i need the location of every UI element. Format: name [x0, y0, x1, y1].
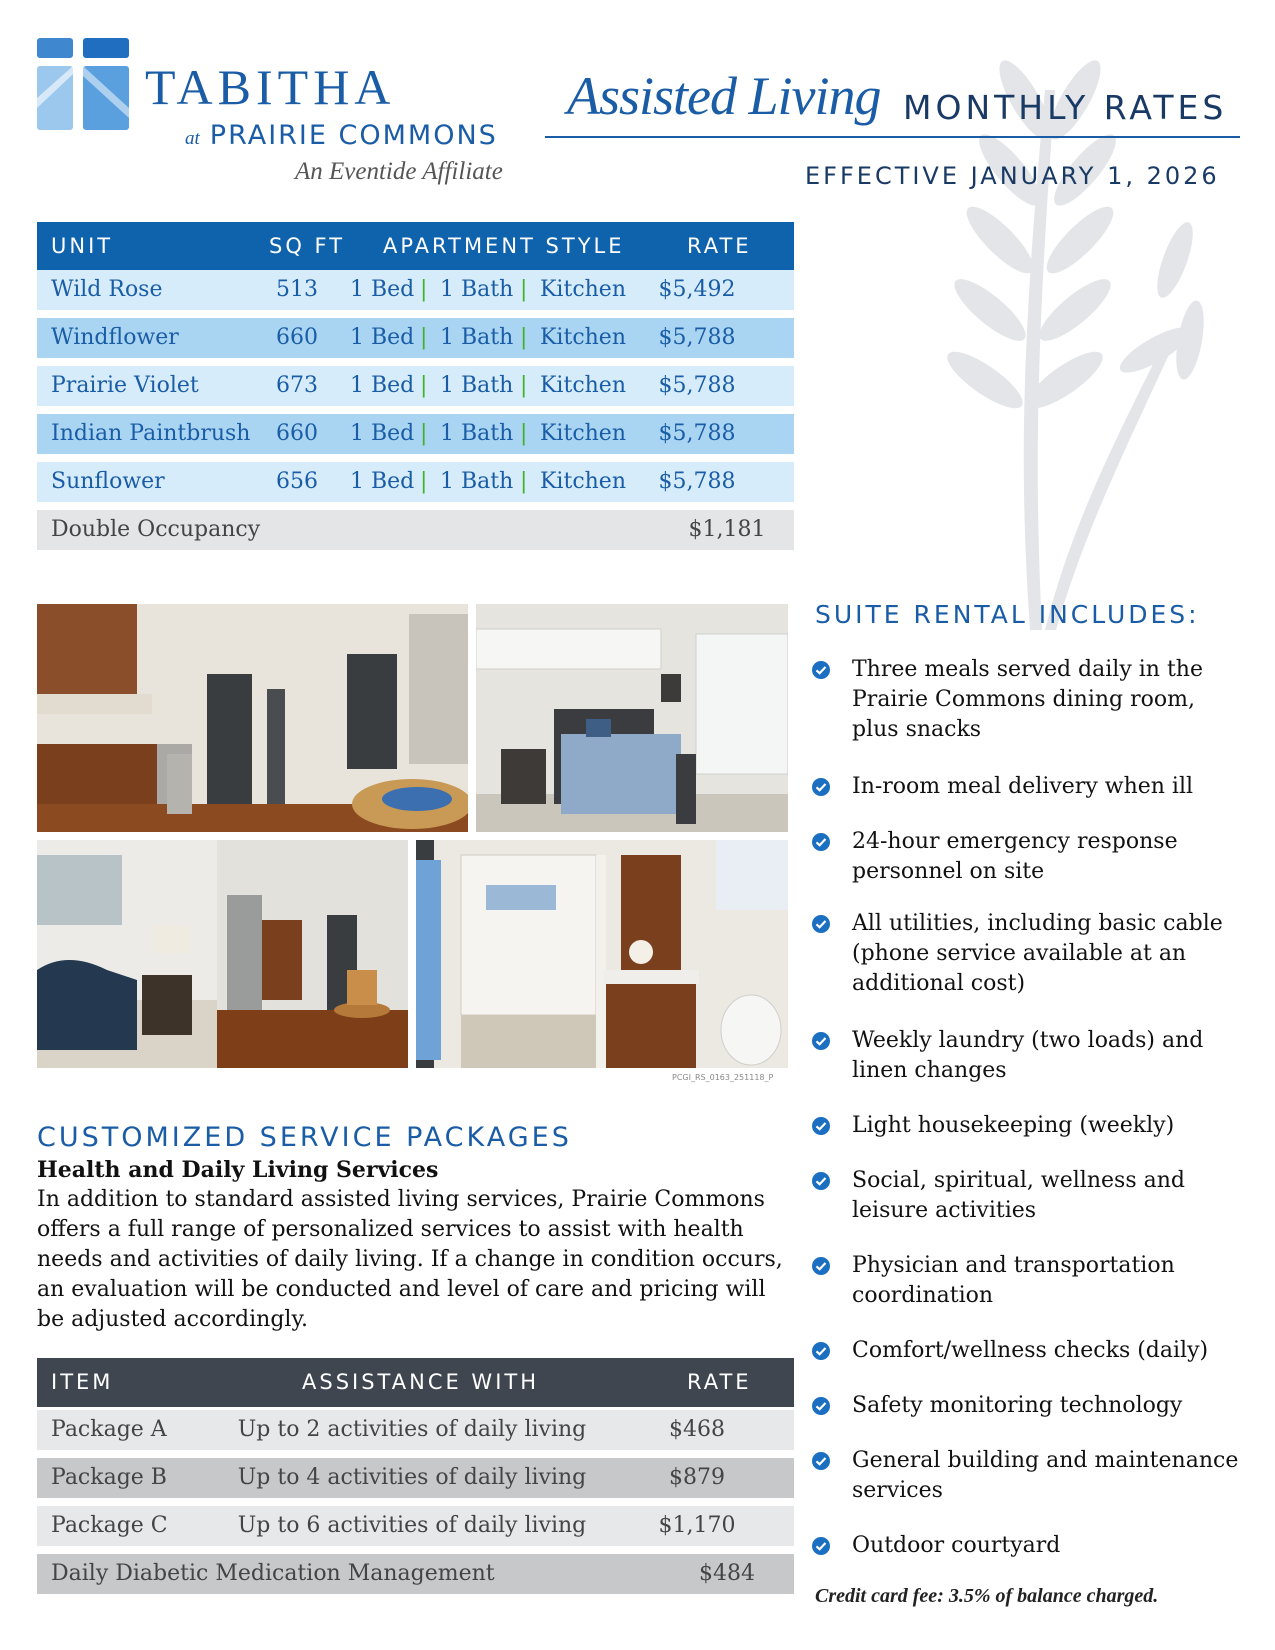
unit-sqft: 513 — [276, 277, 318, 302]
unit-rate: $5,788 — [658, 421, 736, 446]
unit-name: Prairie Violet — [51, 373, 199, 398]
double-occupancy-row — [37, 510, 794, 550]
unit-name: Windflower — [51, 325, 179, 350]
check-circle-icon — [812, 1032, 830, 1050]
unit-rate: $5,788 — [658, 325, 736, 350]
includes-item-line: leisure activities — [852, 1198, 1037, 1223]
unit-sqft: 656 — [276, 469, 318, 494]
separator: | — [420, 469, 428, 494]
packages-table — [37, 1358, 794, 1590]
unit-name: Sunflower — [51, 469, 165, 494]
check-circle-icon — [812, 915, 830, 933]
unit-bed: 1 Bed — [350, 277, 415, 302]
includes-item-line: Light housekeeping (weekly) — [852, 1113, 1175, 1138]
diabetic-label: Daily Diabetic Medication Management — [51, 1561, 495, 1586]
package-assistance: Up to 4 activities of daily living — [237, 1465, 587, 1490]
includes-item-text — [852, 1336, 1252, 1366]
unit-kitchen: Kitchen — [540, 421, 626, 446]
unit-sqft: 660 — [276, 325, 318, 350]
unit-kitchen: Kitchen — [540, 469, 626, 494]
rates-table — [37, 222, 794, 550]
includes-item-line: additional cost) — [852, 971, 1026, 996]
unit-bath: 1 Bath — [440, 469, 514, 494]
package-assistance: Up to 2 activities of daily living — [237, 1417, 587, 1442]
includes-item-line: Social, spiritual, wellness and — [852, 1168, 1185, 1193]
includes-item-line: (phone service available at an — [852, 941, 1187, 966]
packages-subheading: Health and Daily Living Services — [37, 1157, 439, 1183]
unit-rate: $5,492 — [658, 277, 736, 302]
includes-item-line: General building and maintenance — [852, 1448, 1239, 1473]
photo-kitchen — [37, 604, 468, 832]
includes-item-line: services — [852, 1478, 943, 1503]
photo-bathroom — [416, 840, 788, 1068]
package-item: Package C — [51, 1513, 168, 1538]
includes-item-line: In-room meal delivery when ill — [852, 774, 1194, 799]
includes-item-line: linen changes — [852, 1058, 1007, 1083]
package-row — [37, 1506, 794, 1546]
col-style-header: APARTMENT STYLE — [383, 234, 625, 258]
unit-bed: 1 Bed — [350, 421, 415, 446]
includes-item-text — [852, 909, 1252, 999]
page-title-caps: MONTHLY RATES — [903, 88, 1228, 127]
packages-paragraph: In addition to standard assisted living services, Prairie Commons offers a full range of personalized services to assist with health needs and activities of daily living. If a change in condition occurs, an evaluation will be conducted and level of care and pricing will be adjusted accordingly. — [37, 1187, 783, 1332]
unit-bath: 1 Bath — [440, 421, 514, 446]
col-sqft-header: SQ FT — [269, 234, 346, 258]
unit-kitchen: Kitchen — [540, 373, 626, 398]
check-circle-icon — [812, 1342, 830, 1360]
unit-name: Indian Paintbrush — [51, 421, 251, 446]
photo-bedroom — [476, 604, 788, 832]
includes-item-line: 24-hour emergency response — [852, 829, 1178, 854]
rates-table-header — [37, 222, 794, 271]
unit-bath: 1 Bath — [440, 325, 514, 350]
brand-location — [185, 120, 498, 151]
includes-item-line: All utilities, including basic cable — [852, 911, 1223, 936]
col-item-header: ITEM — [51, 1370, 114, 1394]
package-row — [37, 1458, 794, 1498]
separator: | — [520, 373, 528, 398]
includes-item-text — [852, 1251, 1252, 1311]
check-circle-icon — [812, 1257, 830, 1275]
unit-row — [37, 414, 794, 454]
includes-item-text — [852, 772, 1252, 802]
separator: | — [420, 421, 428, 446]
unit-rate: $5,788 — [658, 373, 736, 398]
brand-affiliate: An Eventide Affiliate — [295, 158, 503, 185]
packages-heading: CUSTOMIZED SERVICE PACKAGES — [37, 1122, 572, 1153]
unit-kitchen: Kitchen — [540, 277, 626, 302]
includes-item-text — [852, 1391, 1252, 1421]
double-occupancy-rate: $1,181 — [688, 517, 766, 542]
check-circle-icon — [812, 661, 830, 679]
separator: | — [520, 325, 528, 350]
includes-item-line: personnel on site — [852, 859, 1045, 884]
separator: | — [520, 469, 528, 494]
check-circle-icon — [812, 1172, 830, 1190]
includes-item-text — [852, 1111, 1252, 1141]
col-unit-header: UNIT — [51, 234, 114, 258]
check-circle-icon — [812, 1397, 830, 1415]
tabitha-logo-icon — [37, 38, 129, 130]
brand-at: at — [185, 128, 200, 149]
includes-item-text — [852, 827, 1252, 887]
unit-row — [37, 366, 794, 406]
unit-bath: 1 Bath — [440, 277, 514, 302]
unit-sqft: 673 — [276, 373, 318, 398]
includes-item-text — [852, 1026, 1252, 1086]
package-rate: $1,170 — [658, 1513, 736, 1538]
includes-item-line: Prairie Commons dining room, — [852, 687, 1195, 712]
diabetic-rate: $484 — [699, 1561, 755, 1586]
includes-item-text — [852, 655, 1252, 745]
separator: | — [420, 277, 428, 302]
includes-item-line: Three meals served daily in the — [852, 657, 1203, 682]
unit-row — [37, 462, 794, 502]
includes-item-line: Weekly laundry (two loads) and — [852, 1028, 1204, 1053]
package-rate: $468 — [669, 1417, 725, 1442]
double-occupancy-label: Double Occupancy — [51, 517, 261, 542]
brand-location-text: PRAIRIE COMMONS — [209, 120, 498, 151]
unit-bath: 1 Bath — [440, 373, 514, 398]
col-assistance-header: ASSISTANCE WITH — [302, 1370, 540, 1394]
includes-item-text — [852, 1531, 1252, 1561]
check-circle-icon — [812, 1117, 830, 1135]
check-circle-icon — [812, 1537, 830, 1555]
credit-card-fee: Credit card fee: 3.5% of balance charged. — [815, 1585, 1159, 1607]
photo-living-room — [37, 840, 408, 1068]
check-circle-icon — [812, 1452, 830, 1470]
unit-row — [37, 318, 794, 358]
package-row — [37, 1410, 794, 1450]
includes-item-line: plus snacks — [852, 717, 982, 742]
separator: | — [420, 373, 428, 398]
unit-sqft: 660 — [276, 421, 318, 446]
unit-bed: 1 Bed — [350, 373, 415, 398]
separator: | — [420, 325, 428, 350]
diabetic-row — [37, 1554, 794, 1594]
col-rate-header: RATE — [687, 234, 752, 258]
includes-item-line: Physician and transportation — [852, 1253, 1175, 1278]
separator: | — [520, 421, 528, 446]
includes-item-line: Comfort/wellness checks (daily) — [852, 1338, 1209, 1363]
page-title-script: Assisted Living — [567, 66, 881, 126]
unit-name: Wild Rose — [51, 277, 163, 302]
includes-item-text — [852, 1166, 1252, 1226]
package-item: Package B — [51, 1465, 167, 1490]
photo-caption: PCGI_RS_0163_251118_P — [672, 1073, 774, 1082]
unit-rate: $5,788 — [658, 469, 736, 494]
package-rate: $879 — [669, 1465, 725, 1490]
col-package-rate-header: RATE — [687, 1370, 752, 1394]
check-circle-icon — [812, 778, 830, 796]
unit-row — [37, 270, 794, 310]
package-item: Package A — [51, 1417, 167, 1442]
includes-item-line: coordination — [852, 1283, 994, 1308]
package-assistance: Up to 6 activities of daily living — [237, 1513, 587, 1538]
packages-table-header — [37, 1358, 794, 1407]
includes-item-text — [852, 1446, 1252, 1506]
unit-bed: 1 Bed — [350, 469, 415, 494]
separator: | — [520, 277, 528, 302]
unit-kitchen: Kitchen — [540, 325, 626, 350]
unit-bed: 1 Bed — [350, 325, 415, 350]
effective-date: EFFECTIVE JANUARY 1, 2026 — [805, 162, 1220, 190]
title-divider — [545, 136, 1240, 138]
check-circle-icon — [812, 833, 830, 851]
includes-heading: SUITE RENTAL INCLUDES: — [815, 600, 1200, 629]
includes-item-line: Safety monitoring technology — [852, 1393, 1183, 1418]
brand-name: TABITHA — [145, 59, 396, 115]
includes-item-line: Outdoor courtyard — [852, 1533, 1061, 1558]
